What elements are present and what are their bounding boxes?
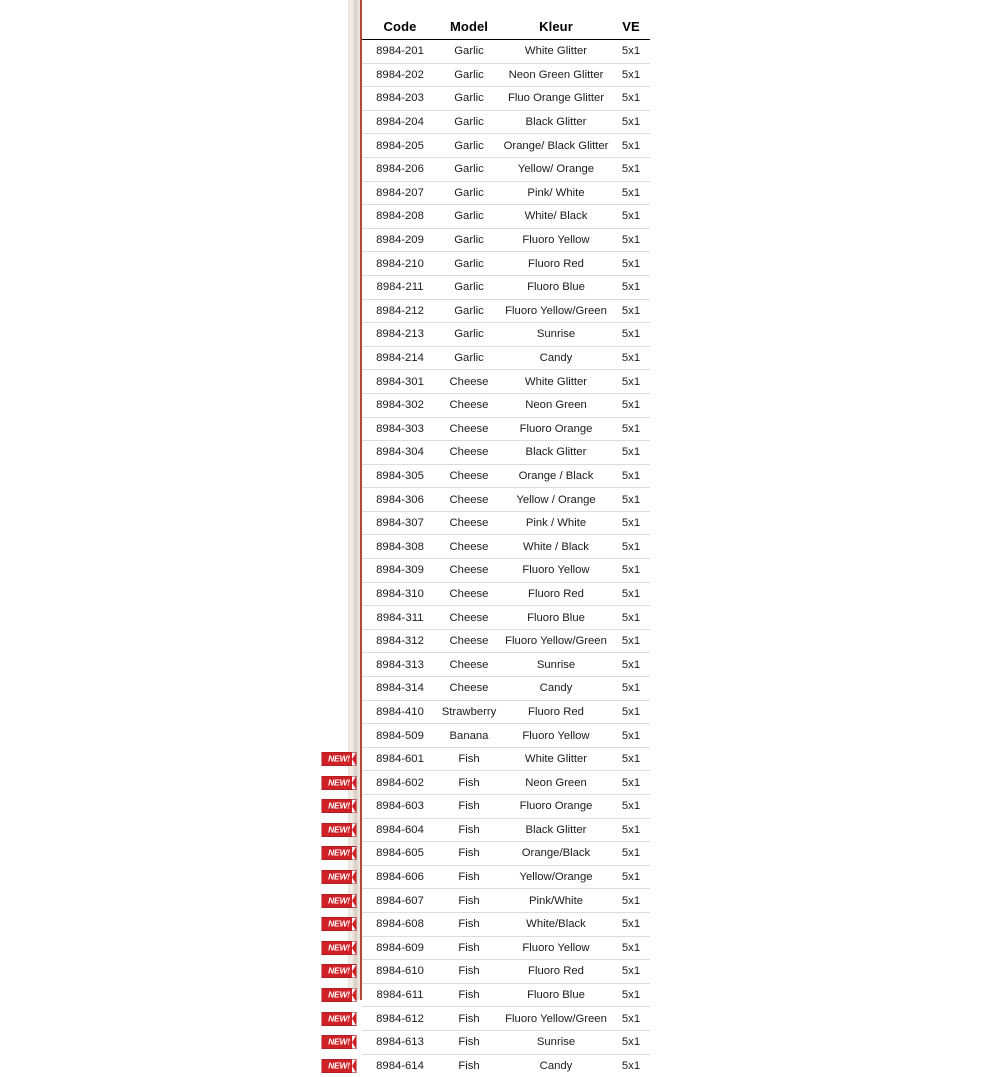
cell-model: Fish xyxy=(438,842,500,866)
cell-kleur: Black Glitter xyxy=(500,818,612,842)
code-value: 8984-314 xyxy=(376,682,424,694)
cell-kleur: Yellow/Orange xyxy=(500,865,612,889)
table-row xyxy=(362,771,650,795)
new-badge: NEW! xyxy=(322,871,356,884)
table-row xyxy=(362,441,650,465)
cell-code xyxy=(362,795,438,819)
cell-ve: 5x1 xyxy=(612,700,650,724)
cell-kleur: Yellow / Orange xyxy=(500,488,612,512)
cell-code xyxy=(362,842,438,866)
cell-model: Garlic xyxy=(438,346,500,370)
cell-kleur: Fluoro Yellow xyxy=(500,724,612,748)
cell-ve: 5x1 xyxy=(612,110,650,134)
cell-ve: 5x1 xyxy=(612,464,650,488)
product-code-table xyxy=(362,16,650,1077)
cell-code xyxy=(362,582,438,606)
table-row xyxy=(362,63,650,87)
cell-model: Garlic xyxy=(438,299,500,323)
table-row xyxy=(362,606,650,630)
cell-ve: 5x1 xyxy=(612,747,650,771)
cell-model: Cheese xyxy=(438,488,500,512)
code-value: 8984-607 xyxy=(376,895,424,907)
cell-ve: 5x1 xyxy=(612,771,650,795)
table-header-row xyxy=(362,16,650,40)
cell-code xyxy=(362,157,438,181)
cell-kleur: Candy xyxy=(500,1054,612,1077)
code-value: 8984-204 xyxy=(376,116,424,128)
table-row xyxy=(362,275,650,299)
code-value: 8984-313 xyxy=(376,659,424,671)
cell-model: Cheese xyxy=(438,441,500,465)
cell-code xyxy=(362,252,438,276)
cell-model: Cheese xyxy=(438,582,500,606)
cell-model: Cheese xyxy=(438,417,500,441)
cell-kleur: Yellow/ Orange xyxy=(500,157,612,181)
cell-code xyxy=(362,441,438,465)
cell-ve: 5x1 xyxy=(612,1030,650,1054)
cell-ve: 5x1 xyxy=(612,417,650,441)
cell-code xyxy=(362,417,438,441)
cell-kleur: Candy xyxy=(500,677,612,701)
cell-code xyxy=(362,771,438,795)
table-row xyxy=(362,205,650,229)
cell-code xyxy=(362,653,438,677)
cell-model: Garlic xyxy=(438,40,500,64)
cell-ve: 5x1 xyxy=(612,346,650,370)
code-value: 8984-303 xyxy=(376,423,424,435)
table-row xyxy=(362,393,650,417)
table-row xyxy=(362,511,650,535)
code-value: 8984-605 xyxy=(376,847,424,859)
table-row xyxy=(362,346,650,370)
cell-ve: 5x1 xyxy=(612,488,650,512)
cell-code xyxy=(362,370,438,394)
cell-model: Fish xyxy=(438,865,500,889)
cell-model: Fish xyxy=(438,795,500,819)
cell-ve: 5x1 xyxy=(612,299,650,323)
new-badge: NEW! xyxy=(322,941,356,954)
cell-code xyxy=(362,535,438,559)
column-header-kleur: Kleur xyxy=(500,16,612,40)
cell-ve: 5x1 xyxy=(612,582,650,606)
code-value: 8984-606 xyxy=(376,871,424,883)
code-value: 8984-202 xyxy=(376,69,424,81)
cell-kleur: White/ Black xyxy=(500,205,612,229)
code-value: 8984-311 xyxy=(377,612,424,624)
cell-kleur: Neon Green xyxy=(500,393,612,417)
code-value: 8984-206 xyxy=(376,163,424,175)
code-value: 8984-205 xyxy=(376,140,424,152)
cell-model: Garlic xyxy=(438,275,500,299)
cell-kleur: Fluoro Blue xyxy=(500,275,612,299)
code-value: 8984-201 xyxy=(376,45,424,57)
cell-model: Fish xyxy=(438,960,500,984)
code-value: 8984-307 xyxy=(376,517,424,529)
cell-code xyxy=(362,205,438,229)
cell-kleur: Orange / Black xyxy=(500,464,612,488)
cell-ve: 5x1 xyxy=(612,889,650,913)
cell-ve: 5x1 xyxy=(612,275,650,299)
cell-kleur: Pink/ White xyxy=(500,181,612,205)
code-value: 8984-210 xyxy=(376,258,424,270)
cell-kleur: Candy xyxy=(500,346,612,370)
cell-model: Garlic xyxy=(438,110,500,134)
table-row xyxy=(362,582,650,606)
new-badge: NEW! xyxy=(322,823,356,836)
cell-code xyxy=(362,299,438,323)
cell-model: Garlic xyxy=(438,323,500,347)
cell-ve: 5x1 xyxy=(612,724,650,748)
code-value: 8984-610 xyxy=(376,965,424,977)
table-row xyxy=(362,252,650,276)
new-badge: NEW! xyxy=(322,1036,356,1049)
cell-ve: 5x1 xyxy=(612,63,650,87)
cell-ve: 5x1 xyxy=(612,795,650,819)
cell-ve: 5x1 xyxy=(612,393,650,417)
cell-ve: 5x1 xyxy=(612,323,650,347)
code-value: 8984-304 xyxy=(376,446,424,458)
cell-model: Fish xyxy=(438,1030,500,1054)
cell-code xyxy=(362,724,438,748)
cell-model: Fish xyxy=(438,912,500,936)
cell-ve: 5x1 xyxy=(612,677,650,701)
new-badge: NEW! xyxy=(322,776,356,789)
table-row xyxy=(362,181,650,205)
code-value: 8984-309 xyxy=(376,564,424,576)
code-value: 8984-614 xyxy=(376,1060,424,1072)
cell-model: Cheese xyxy=(438,606,500,630)
cell-ve: 5x1 xyxy=(612,936,650,960)
table-row xyxy=(362,110,650,134)
code-value: 8984-613 xyxy=(376,1036,424,1048)
cell-kleur: Fluoro Yellow/Green xyxy=(500,299,612,323)
cell-kleur: Fluoro Orange xyxy=(500,795,612,819)
cell-kleur: Pink/White xyxy=(500,889,612,913)
code-value: 8984-214 xyxy=(376,352,424,364)
cell-ve: 5x1 xyxy=(612,181,650,205)
table-row xyxy=(362,629,650,653)
cell-code xyxy=(362,464,438,488)
cell-model: Fish xyxy=(438,771,500,795)
table-row xyxy=(362,134,650,158)
cell-ve: 5x1 xyxy=(612,205,650,229)
table-row xyxy=(362,370,650,394)
table-row xyxy=(362,818,650,842)
cell-kleur: Neon Green Glitter xyxy=(500,63,612,87)
code-value: 8984-310 xyxy=(376,588,424,600)
cell-kleur: Sunrise xyxy=(500,653,612,677)
cell-ve: 5x1 xyxy=(612,87,650,111)
cell-kleur: Black Glitter xyxy=(500,110,612,134)
cell-code xyxy=(362,629,438,653)
table-row xyxy=(362,983,650,1007)
code-value: 8984-410 xyxy=(376,706,424,718)
cell-model: Fish xyxy=(438,983,500,1007)
cell-model: Garlic xyxy=(438,63,500,87)
cell-ve: 5x1 xyxy=(612,1007,650,1031)
cell-ve: 5x1 xyxy=(612,157,650,181)
table-row xyxy=(362,724,650,748)
new-badge: NEW! xyxy=(322,847,356,860)
cell-ve: 5x1 xyxy=(612,842,650,866)
cell-code xyxy=(362,110,438,134)
cell-code xyxy=(362,63,438,87)
cell-ve: 5x1 xyxy=(612,960,650,984)
cell-model: Cheese xyxy=(438,653,500,677)
cell-kleur: Fluoro Red xyxy=(500,252,612,276)
table-row xyxy=(362,1007,650,1031)
cell-ve: 5x1 xyxy=(612,40,650,64)
cell-model: Fish xyxy=(438,936,500,960)
cell-code xyxy=(362,1054,438,1077)
code-value: 8984-203 xyxy=(376,92,424,104)
cell-kleur: Fluoro Red xyxy=(500,700,612,724)
cell-ve: 5x1 xyxy=(612,629,650,653)
cell-kleur: Fluoro Red xyxy=(500,582,612,606)
cell-model: Cheese xyxy=(438,511,500,535)
cell-code xyxy=(362,559,438,583)
cell-kleur: White Glitter xyxy=(500,40,612,64)
table-row xyxy=(362,1030,650,1054)
code-value: 8984-306 xyxy=(376,494,424,506)
table-row xyxy=(362,299,650,323)
cell-kleur: Pink / White xyxy=(500,511,612,535)
cell-kleur: Fluoro Yellow xyxy=(500,559,612,583)
cell-code xyxy=(362,323,438,347)
cell-code xyxy=(362,818,438,842)
cell-model: Cheese xyxy=(438,559,500,583)
table-row xyxy=(362,889,650,913)
cell-model: Fish xyxy=(438,1007,500,1031)
cell-model: Garlic xyxy=(438,228,500,252)
new-badge: NEW! xyxy=(322,965,356,978)
cell-ve: 5x1 xyxy=(612,818,650,842)
code-value: 8984-209 xyxy=(376,234,424,246)
cell-model: Cheese xyxy=(438,464,500,488)
cell-model: Cheese xyxy=(438,370,500,394)
code-value: 8984-302 xyxy=(376,399,424,411)
cell-ve: 5x1 xyxy=(612,606,650,630)
code-value: 8984-509 xyxy=(376,730,424,742)
code-value: 8984-609 xyxy=(376,942,424,954)
cell-kleur: Fluoro Red xyxy=(500,960,612,984)
cell-code xyxy=(362,983,438,1007)
new-badge: NEW! xyxy=(322,753,356,766)
cell-code xyxy=(362,134,438,158)
cell-ve: 5x1 xyxy=(612,134,650,158)
code-value: 8984-207 xyxy=(376,187,424,199)
cell-code xyxy=(362,488,438,512)
column-header-code: Code xyxy=(362,16,438,40)
cell-model: Banana xyxy=(438,724,500,748)
cell-ve: 5x1 xyxy=(612,559,650,583)
code-value: 8984-604 xyxy=(376,824,424,836)
cell-code xyxy=(362,700,438,724)
code-value: 8984-312 xyxy=(376,635,424,647)
cell-kleur: Orange/Black xyxy=(500,842,612,866)
new-badge: NEW! xyxy=(322,894,356,907)
new-badge: NEW! xyxy=(322,918,356,931)
table-row xyxy=(362,653,650,677)
cell-kleur: White / Black xyxy=(500,535,612,559)
column-header-ve: VE xyxy=(612,16,650,40)
cell-ve: 5x1 xyxy=(612,653,650,677)
cell-code xyxy=(362,228,438,252)
code-value: 8984-213 xyxy=(376,328,424,340)
cell-kleur: Fluoro Yellow/Green xyxy=(500,629,612,653)
cell-kleur: Fluoro Yellow/Green xyxy=(500,1007,612,1031)
table-row xyxy=(362,960,650,984)
code-value: 8984-612 xyxy=(376,1013,424,1025)
cell-kleur: White Glitter xyxy=(500,747,612,771)
table-row xyxy=(362,1054,650,1077)
cell-ve: 5x1 xyxy=(612,1054,650,1077)
cell-model: Cheese xyxy=(438,677,500,701)
table-row xyxy=(362,700,650,724)
cell-ve: 5x1 xyxy=(612,441,650,465)
cell-kleur: Sunrise xyxy=(500,323,612,347)
cell-ve: 5x1 xyxy=(612,912,650,936)
cell-model: Fish xyxy=(438,889,500,913)
code-value: 8984-211 xyxy=(377,281,424,293)
code-value: 8984-212 xyxy=(376,305,424,317)
table-row xyxy=(362,912,650,936)
cell-code xyxy=(362,936,438,960)
code-value: 8984-601 xyxy=(376,753,424,765)
cell-code xyxy=(362,275,438,299)
cell-ve: 5x1 xyxy=(612,865,650,889)
cell-kleur: Fluoro Orange xyxy=(500,417,612,441)
new-badge: NEW! xyxy=(322,989,356,1002)
table-row xyxy=(362,417,650,441)
table-row xyxy=(362,677,650,701)
cell-kleur: Fluoro Blue xyxy=(500,983,612,1007)
cell-model: Garlic xyxy=(438,134,500,158)
cell-model: Cheese xyxy=(438,393,500,417)
table-row xyxy=(362,323,650,347)
table-body xyxy=(362,40,650,1077)
code-value: 8984-308 xyxy=(376,541,424,553)
new-badge: NEW! xyxy=(322,1012,356,1025)
cell-code xyxy=(362,747,438,771)
code-value: 8984-301 xyxy=(376,376,424,388)
cell-kleur: White Glitter xyxy=(500,370,612,394)
cell-model: Garlic xyxy=(438,252,500,276)
code-value: 8984-305 xyxy=(376,470,424,482)
table-row xyxy=(362,747,650,771)
cell-code xyxy=(362,606,438,630)
cell-ve: 5x1 xyxy=(612,983,650,1007)
cell-model: Garlic xyxy=(438,181,500,205)
cell-kleur: Neon Green xyxy=(500,771,612,795)
cell-code xyxy=(362,960,438,984)
cell-code xyxy=(362,511,438,535)
cell-ve: 5x1 xyxy=(612,535,650,559)
cell-code xyxy=(362,1030,438,1054)
cell-model: Fish xyxy=(438,818,500,842)
new-badge: NEW! xyxy=(322,800,356,813)
code-value: 8984-611 xyxy=(377,989,424,1001)
new-badge: NEW! xyxy=(322,1059,356,1072)
cell-kleur: Fluoro Yellow xyxy=(500,228,612,252)
cell-model: Garlic xyxy=(438,87,500,111)
table-row xyxy=(362,87,650,111)
table-row xyxy=(362,488,650,512)
cell-model: Fish xyxy=(438,747,500,771)
cell-code xyxy=(362,87,438,111)
cell-ve: 5x1 xyxy=(612,252,650,276)
cell-code xyxy=(362,40,438,64)
cell-code xyxy=(362,1007,438,1031)
code-value: 8984-603 xyxy=(376,800,424,812)
code-value: 8984-608 xyxy=(376,918,424,930)
cell-model: Strawberry xyxy=(438,700,500,724)
cell-model: Cheese xyxy=(438,535,500,559)
cell-kleur: Sunrise xyxy=(500,1030,612,1054)
column-header-model: Model xyxy=(438,16,500,40)
cell-code xyxy=(362,865,438,889)
cell-kleur: Fluo Orange Glitter xyxy=(500,87,612,111)
cell-model: Garlic xyxy=(438,157,500,181)
table-row xyxy=(362,464,650,488)
cell-code xyxy=(362,346,438,370)
table-header xyxy=(362,16,650,40)
cell-model: Cheese xyxy=(438,629,500,653)
table-row xyxy=(362,795,650,819)
cell-code xyxy=(362,677,438,701)
cell-kleur: Fluoro Blue xyxy=(500,606,612,630)
cell-ve: 5x1 xyxy=(612,228,650,252)
cell-code xyxy=(362,393,438,417)
cell-code xyxy=(362,181,438,205)
cell-kleur: White/Black xyxy=(500,912,612,936)
table-row xyxy=(362,936,650,960)
cell-model: Garlic xyxy=(438,205,500,229)
cell-kleur: Black Glitter xyxy=(500,441,612,465)
code-value: 8984-602 xyxy=(376,777,424,789)
cell-kleur: Fluoro Yellow xyxy=(500,936,612,960)
table-row xyxy=(362,865,650,889)
cell-ve: 5x1 xyxy=(612,511,650,535)
code-value: 8984-208 xyxy=(376,210,424,222)
table-row xyxy=(362,559,650,583)
table-row xyxy=(362,40,650,64)
table-row xyxy=(362,228,650,252)
table-row xyxy=(362,535,650,559)
cell-code xyxy=(362,912,438,936)
table-row xyxy=(362,842,650,866)
cell-kleur: Orange/ Black Glitter xyxy=(500,134,612,158)
cell-model: Fish xyxy=(438,1054,500,1077)
table-row xyxy=(362,157,650,181)
cell-code xyxy=(362,889,438,913)
cell-ve: 5x1 xyxy=(612,370,650,394)
